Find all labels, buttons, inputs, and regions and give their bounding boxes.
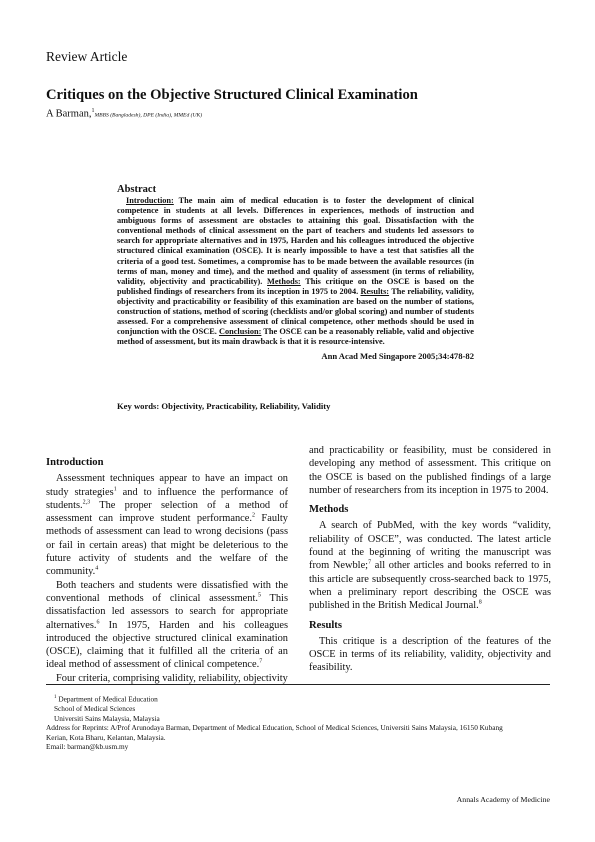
methods-text-a: A search of PubMed, with the key words “validity, reliability of OSCE”, was conducted. The latest article found at the beginning of writing the manuscript was from Newble; [309,520,551,572]
ref-mark: 4 [95,565,99,572]
ref-mark: 7 [368,559,372,566]
intro-p2-text-b: This dissatisfaction led assessors to search for appropriate alternatives. [46,592,288,631]
ref-mark: 5 [257,592,261,599]
author-name: A Barman, [46,108,92,120]
journal-footer: Annals Academy of Medicine [456,795,550,804]
abstract-methods-text: This critique on the OSCE is based on the published findings of researchers from its inception in 1975 to 2004. [117,276,474,296]
introduction-heading: Introduction [46,457,104,468]
article-title: Critiques on the Objective Structured Clinical Examination [46,87,418,103]
body-column-right [309,444,551,675]
body-column-left [46,456,288,685]
abstract-results-label: Results: [360,286,390,296]
author-credentials: MBBS (Bangladesh), DPE (India), MMEd (UK) [94,112,203,119]
footnote-divider [46,684,550,685]
methods-text-b: all other articles and books referred to in this article are subsequently cross-searched back to 1975, when a preliminary report describing the OSCE was published in the British Medical Journal. [309,560,551,612]
affiliation-department: Department of Medical Education [58,694,158,704]
intro-paragraph-2 [46,579,288,672]
reprint-address-cont: Kerian, Kota Bharu, Kelantan, Malaysia. [46,732,166,742]
author-affiliation-mark: 1 [91,108,95,114]
ref-mark: 2 [252,512,256,519]
abstract-results-text: The reliability, validity, objectivity and practicability or feasibility of this examination are based on the number of stations, construction of stations, method of scoring (checklists and/or global scoring) and number of students assessed. For a comprehensive assessment of clinical competence, other methods should be used in conjunction with the OSCE. [117,286,475,337]
intro-paragraph-3: Four criteria, comprising validity, reliability, objectivity [56,672,288,684]
methods-paragraph [309,519,551,612]
affiliation-line [46,693,556,704]
reprint-address: Address for Reprints: A/Prof Arunodaya Barman, Department of Medical Education, School of Medical Sciences, Universiti Sains Malaysia, 16150 Kubang [46,723,503,733]
journal-citation: Ann Acad Med Singapore 2005;34:478-82 [321,351,474,362]
affiliation-school: School of Medical Sciences [54,704,136,714]
intro-p1-text-d: Faulty methods of assessment can lead to wrong decisions (pass or fail in certain areas) that might be deleterious to the future activity of students and the welfare of the community. [46,513,288,578]
results-paragraph: This critique is a description of the features of the OSCE in terms of its reliability, validity, objectivity and feasibility. [309,635,551,674]
ref-mark: 6 [96,619,100,626]
intro-paragraph-1 [46,472,288,578]
email-line: Email: barman@kb.usm.my [46,742,129,752]
intro-p1-text-b: and to influence the performance of students. [46,486,289,511]
abstract-intro-text: The main aim of medical education is to foster the development of clinical competence in students at all levels. Differences in experiences, methods of instruction and ambiguous forms of assessment are obstacles to attaining this goal. Dissatisfaction with the conventional methods of clinical assessment on the part of teachers and students led assessors to search for appropriate alternatives and in 1975, Harden and his colleagues introduced the objective structured clinical examination (OSCE). It is nearly impossible to have a test that satisfies all the criteria of a good test. Sometimes, a compromise has to be made between the available resources (in terms of man, money and time), and the method and quality of assessment (in terms of reliability, validity, objectivity and practicability). [117,196,474,286]
intro-p1-text-c: The proper selection of a method of assessment can improve student performance. [46,499,288,525]
keywords: Key words: Objectivity, Practicability, Reliability, Validity [117,401,331,411]
affiliation-university: Universiti Sains Malaysia, Malaysia [54,713,160,723]
footnotes [46,693,556,752]
intro-p1-text-a: Assessment techniques appear to have an impact on study strategies [46,473,288,498]
abstract-methods-label: Methods: [267,276,301,286]
methods-heading: Methods [309,504,349,516]
abstract-body [117,196,474,347]
ref-mark: 2,3 [82,499,91,506]
abstract-intro-label: Introduction: [126,196,174,205]
intro-p2-text-c: In 1975, Harden and his colleagues introduced the objective structured clinical examination (OSCE), claiming that it fulfilled all the criteria of an ideal method of assessment of clinical competence. [46,619,288,671]
ref-mark: 1 [113,486,117,493]
abstract-heading: Abstract [117,184,157,195]
abstract-conclusion-label: Conclusion: [218,327,262,337]
intro-paragraph-3-continued: and practicability or feasibility, must be considered in developing any method of assessment. This critique on the OSCE is based on the published findings of a large number of researchers from its inception in 1975 to 2004. [309,445,551,496]
ref-mark: 8 [478,599,482,606]
author-line [46,108,202,120]
abstract-conclusion-text: The OSCE can be a reasonably reliable, valid and objective method of assessment, but its main drawback is that it is resource-intensive. [117,327,474,347]
ref-mark: 7 [259,658,263,665]
article-type: Review Article [46,49,128,64]
results-heading: Results [309,619,342,631]
affiliation-mark: 1 [54,695,57,700]
abstract [117,183,474,362]
intro-p2-text-a: Both teachers and students were dissatisfied with the conventional methods of clinical assessment. [46,579,288,604]
